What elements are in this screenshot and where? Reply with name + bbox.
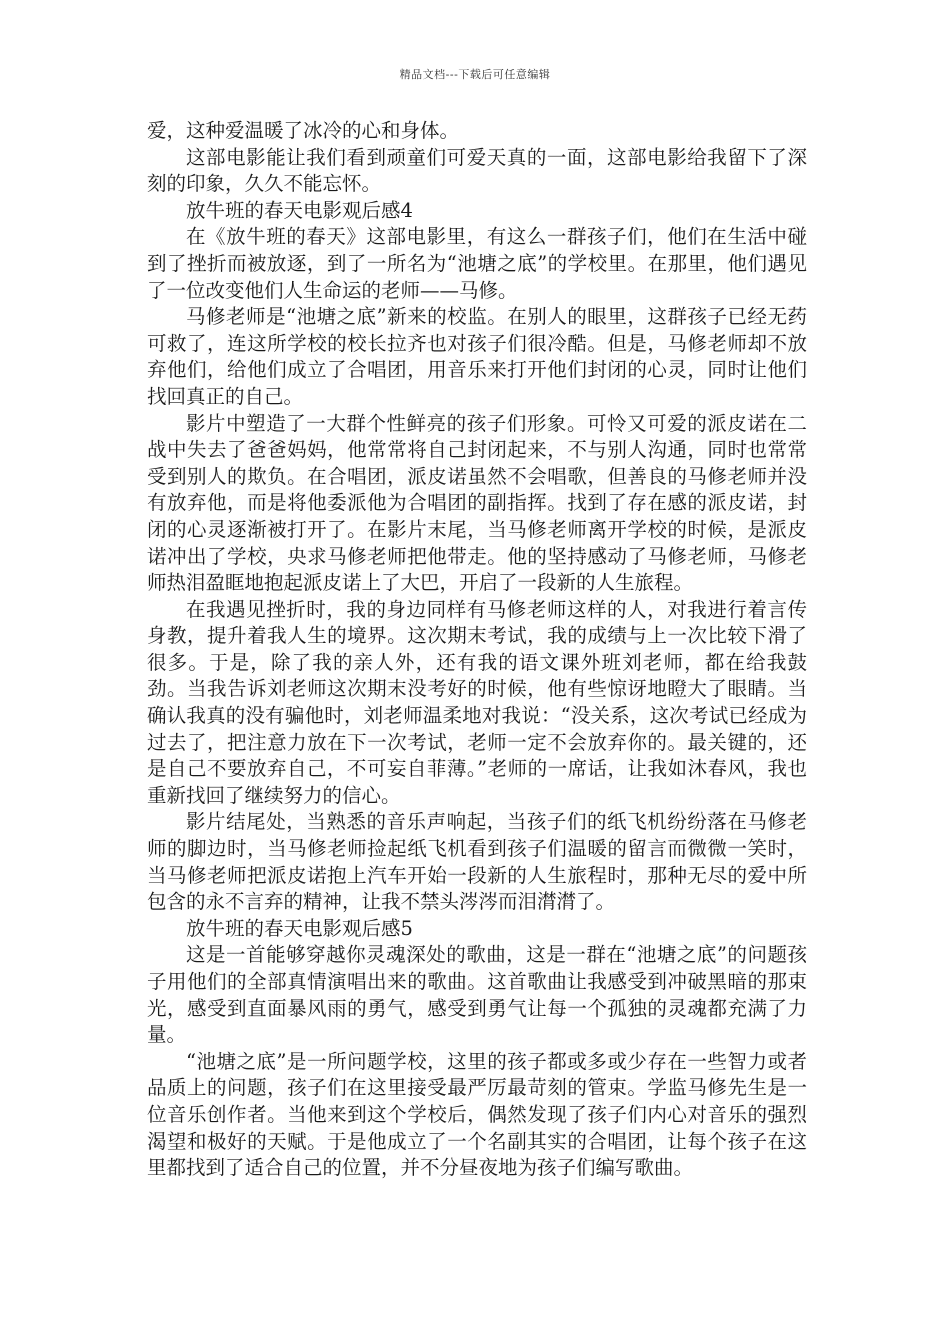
paragraph-4: 在《放牛班的春天》这部电影里，有这么一群孩子们，他们在生活中碰到了挫折而被放逐，到了一所名为“池塘之底”的学校里。在那里，他们遇见了一位改变他们人生命运的老师——马修。: [147, 225, 807, 302]
section-heading-5: 放牛班的春天电影观后感5: [186, 916, 413, 940]
document-body: [147, 118, 807, 1182]
paragraph-6: 影片中塑造了一大群个性鲜亮的孩子们形象。可怜又可爱的派皮诺在二战中失去了爸爸妈妈，他常常将自己封闭起来，不与别人沟通，同时也常常受到别人的欺负。在合唱团，派皮诺虽然不会唱歌，但善良的马修老师并没有放弃他，而是将他委派他为合唱团的副指挥。找到了存在感的派皮诺，封闭的心灵逐渐被打开了。在影片末尾，当马修老师离开学校的时候，是派皮诺冲出了学校，央求马修老师把他带走。他的坚持感动了马修老师，马修老师热泪盈眶地抱起派皮诺上了大巴，开启了一段新的人生旅程。: [147, 411, 807, 595]
paragraph-11: “池塘之底”是一所问题学校，这里的孩子都或多或少存在一些智力或者品质上的问题，孩子们在这里接受最严厉最苛刻的管束。学监马修先生是一位音乐创作者。当他来到这个学校后，偶然发现了孩子们内心对音乐的强烈渴望和极好的天赋。于是他成立了一个名副其实的合唱团，让每个孩子在这里都找到了适合自己的位置，并不分昼夜地为孩子们编写歌曲。: [147, 1049, 807, 1180]
paragraph-5: 马修老师是“池塘之底”新来的校监。在别人的眼里，这群孩子已经无药可救了，连这所学校的校长拉齐也对孩子们很冷酷。但是，马修老师却不放弃他们，给他们成立了合唱团，用音乐来打开他们封闭的心灵，同时让他们找回真正的自己。: [147, 305, 807, 408]
paragraph-8: 影片结尾处，当熟悉的音乐声响起，当孩子们的纸飞机纷纷落在马修老师的脚边时，当马修老师捡起纸飞机看到孩子们温暖的留言而微微一笑时，当马修老师把派皮诺抱上汽车开始一段新的人生旅程时，那种无尽的爱中所包含的永不言弃的精神，让我不禁头涔涔而泪潸潸了。: [147, 810, 807, 914]
paragraph-2: 这部电影能让我们看到顽童们可爱天真的一面，这部电影给我留下了深刻的印象，久久不能忘怀。: [147, 145, 807, 196]
page-header: 精品文档---下载后可任意编辑: [399, 68, 551, 81]
paragraph-1: 爱，这种爱温暖了冰冷的心和身体。: [147, 119, 460, 142]
paragraph-7: 在我遇见挫折时，我的身边同样有马修老师这样的人，对我进行着言传身教，提升着我人生的境界。这次期末考试，我的成绩与上一次比较下滑了很多。于是，除了我的亲人外，还有我的语文课外班刘老师，都在给我鼓劲。当我告诉刘老师这次期末没考好的时候，他有些惊讶地瞪大了眼睛。当确认我真的没有骗他时，刘老师温柔地对我说：“没关系，这次考试已经成为过去了，把注意力放在下一次考试，老师一定不会放弃你的。最关键的，还是自己不要放弃自己，不可妄自菲薄。”老师的一席话，让我如沐春风，我也重新找回了继续努力的信心。: [147, 597, 807, 807]
paragraph-10: 这是一首能够穿越你灵魂深处的歌曲，这是一群在“池塘之底”的问题孩子用他们的全部真情演唱出来的歌曲。这首歌曲让我感受到冲破黑暗的那束光，感受到直面暴风雨的勇气，感受到勇气让每一个孤独的灵魂都充满了力量。: [147, 943, 807, 1047]
section-heading-4: 放牛班的春天电影观后感4: [186, 198, 413, 222]
